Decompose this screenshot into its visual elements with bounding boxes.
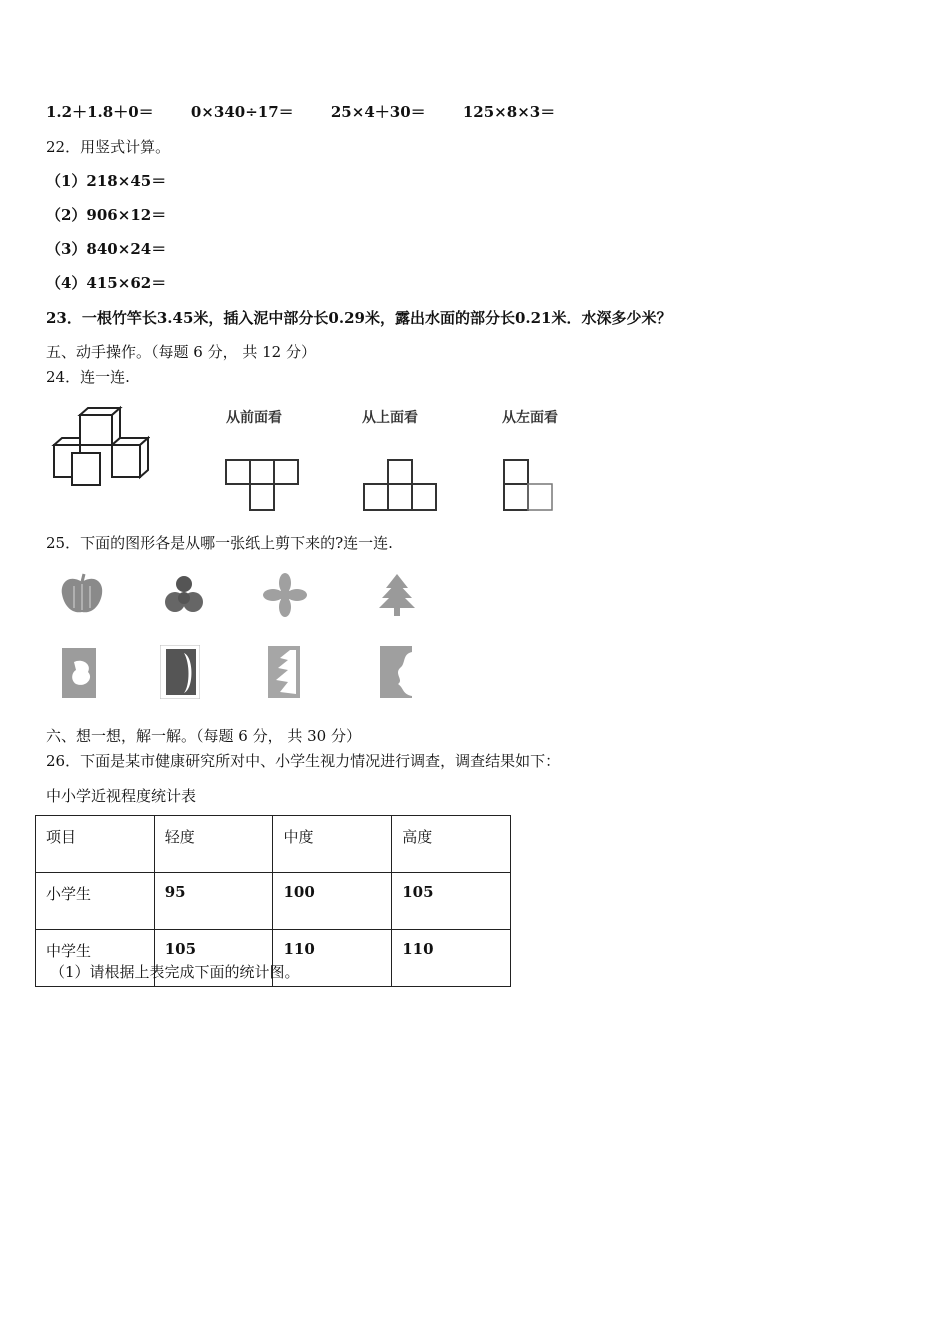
flower-cutout-icon: [262, 572, 308, 618]
tree-cutout-icon: [376, 572, 418, 618]
calc-row: [46, 102, 587, 122]
table-cell: 95: [154, 873, 273, 930]
table-cell: 110: [273, 930, 392, 987]
paper-cutout-icon: [268, 646, 300, 698]
paper-cutout-icon: [62, 648, 96, 698]
question-24-title: 24．连一连.: [46, 368, 130, 386]
table-header-row: [36, 816, 511, 873]
gourd-cutout-icon: [162, 572, 206, 618]
question-22-item: （3）840×24＝: [46, 240, 167, 258]
front-view-figure: [224, 458, 302, 514]
table-header-cell: 项目: [36, 816, 155, 873]
question-26-title: 26．下面是某市健康研究所对中、小学生视力情况进行调查，调查结果如下：: [46, 752, 561, 770]
table-cell: 中学生: [36, 930, 155, 987]
view-label-front: 从前面看: [226, 410, 282, 426]
left-view-figure: [502, 458, 556, 514]
table-header-cell: 中度: [273, 816, 392, 873]
apple-cutout-icon: [58, 572, 106, 616]
table-header-cell: 轻度: [154, 816, 273, 873]
question-26-sub1: （1）请根据上表完成下面的统计图。: [50, 963, 300, 981]
view-label-top: 从上面看: [362, 410, 418, 426]
table-cell: 105: [154, 930, 273, 987]
table-title: 中小学近视程度统计表: [46, 787, 197, 805]
section-6-title: 六、想一想，解一解。（每题 6 分， 共 30 分）: [46, 727, 361, 745]
question-23: 23．一根竹竿长3.45米，插入泥中部分长0.29米，露出水面的部分长0.21米．水深多少米？: [46, 309, 672, 327]
table-cell: 100: [273, 873, 392, 930]
calc-item: 125×8×3＝: [462, 103, 556, 121]
table-row: [36, 873, 511, 930]
table-header-cell: 高度: [392, 816, 511, 873]
paper-cutout-icon: [380, 646, 412, 698]
question-22-item: （1）218×45＝: [46, 172, 167, 190]
calc-item: 0×340÷17＝: [190, 103, 294, 121]
calc-item: 25×4＋30＝: [330, 103, 426, 121]
question-22-item: （4）415×62＝: [46, 274, 167, 292]
paper-cutout-icon: [160, 645, 200, 699]
question-22-item: （2）906×12＝: [46, 206, 167, 224]
cube-stack-figure: [50, 405, 150, 487]
question-25-title: 25．下面的图形各是从哪一张纸上剪下来的?连一连.: [46, 534, 393, 552]
top-view-figure: [362, 458, 440, 514]
table-cell: 小学生: [36, 873, 155, 930]
section-5-title: 五、动手操作。（每题 6 分， 共 12 分）: [46, 343, 316, 361]
question-22-title: 22．用竖式计算。: [46, 138, 171, 156]
view-label-left: 从左面看: [502, 410, 558, 426]
table-cell: 105: [392, 873, 511, 930]
table-cell: 110: [392, 930, 511, 987]
calc-item: 1.2＋1.8＋0＝: [46, 103, 154, 121]
